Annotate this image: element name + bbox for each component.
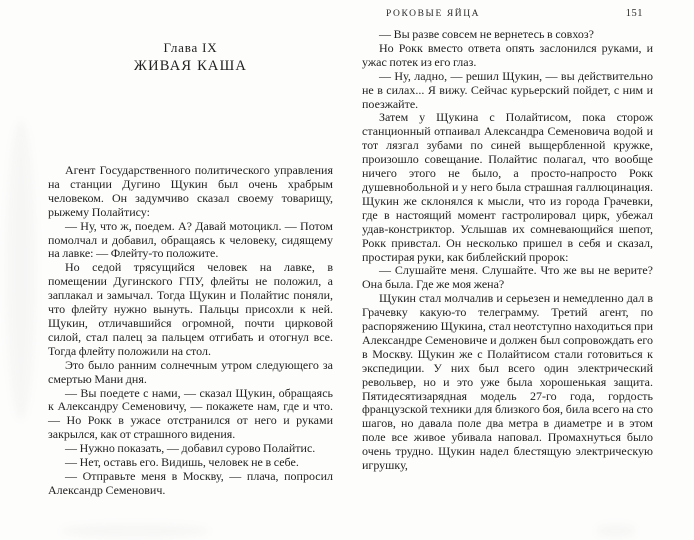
chapter-heading (48, 40, 333, 75)
scan-artifact (6, 120, 36, 420)
paragraph: — Вы разве совсем не вернетесь в совхоз? (379, 27, 594, 41)
paragraph: Щукин стал молчалив и серьезен и немедленно дал в Грачевку какую-то телеграмму. Третий агент, по распоряжению Щукина, стал неотступно находиться при Александре Семеновиче и должен был сопровождать его в Москву. Щукин же с Полайтисом стали готовиться к экспедиции. У них был всего один электрический револьвер, но и это уже была хорошенькая защита. Пятидесятизарядная модель 27-го года, гордость французской техники для близкого боя, била всего на сто шагов, но давала поле два метра в диаметре и в этом поле все живое убивала наповал. Промахнуться было очень трудно. Щукин надел блестящую электрическую игрушку, (362, 291, 653, 473)
paragraph: — Отправьте меня в Москву, — плача, попросил Александр Семенович. (48, 468, 333, 497)
paragraph: Затем у Щукина с Полайтисом, пока сторож станционный отпаивал Александра Семеновича водой и тот лязгал зубами по синей выщербленной кружке, произошло совещание. Полайтис полагал, что вообще ничего этого не было, а просто-напросто Рокк душевнобольной и у него была страшная галлюцинация. Щукин же склонялся к мысли, что из города Грачевки, где в настоящий момент гастролировал цирк, убежал удав-констриктор. Услышав их сомневающийся шепот, Рокк привстал. Он несколько пришел в себя и сказал, простирая руки, как библейский пророк: (362, 110, 653, 264)
right-page-text (362, 28, 653, 473)
paragraph: — Ну, что ж, поедем. А? Давай мотоцикл. — Потом помолчал и добавил, обращаясь к человеку, сидящему на лавке: — Флейту-то положите. (48, 218, 333, 261)
chapter-title: ЖИВАЯ КАША (133, 58, 248, 74)
paragraph: — Вы поедете с нами, — сказал Щукин, обращаясь к Александру Семеновичу, — покажете нам, где и что. — Но Рокк в ужасе отстранился от него и руками закрылся, как от страшного видения. (48, 385, 333, 442)
paragraph: — Нет, оставь его. Видишь, человек не в себе. (65, 455, 299, 470)
paragraph: — Нужно показать, — добавил сурово Полайтис. (65, 441, 316, 456)
running-header-title: РОКОВЫЕ ЯЙЦА (386, 9, 481, 19)
paragraph: Это было ранним солнечным утром следующего за смертью Мани дня. (48, 357, 333, 386)
paragraph: Но седой трясущийся человек на лавке, в помещении Дугинского ГПУ, флейты не положил, а заплакал и замычал. Тогда Щукин и Полайтис поняли, что флейту нужно вынуть. Пальцы присохли к ней. Щукин, отличавшийся огромной, почти цирковой силой, стал палец за пальцем отгибать и отогнул все. Тогда флейту положили на стол. (48, 260, 333, 358)
paragraph: Но Рокк вместо ответа опять заслонился руками, и ужас потек из его глаз. (362, 40, 653, 69)
left-page-text (48, 164, 333, 498)
scan-artifact (596, 524, 636, 538)
page-number: 151 (625, 8, 643, 19)
chapter-label: Глава IX (163, 40, 218, 55)
scan-artifact (60, 524, 210, 538)
paragraph: Агент Государственного политического управления на станции Дугино Щукин был очень храбрым человеком. Он задумчиво сказал своему товарищу, рыжему Полайтису: (48, 163, 333, 219)
paragraph: — Слушайте меня. Слушайте. Что же вы не верите? Она была. Где же моя жена? (362, 263, 653, 292)
right-page (362, 0, 653, 473)
paragraph: — Ну, ладно, — решил Щукин, — вы действительно не в силах... Я вижу. Сейчас курьерский пойдет, с ним и поезжайте. (362, 68, 653, 111)
running-header (362, 0, 653, 19)
left-page (48, 0, 333, 498)
